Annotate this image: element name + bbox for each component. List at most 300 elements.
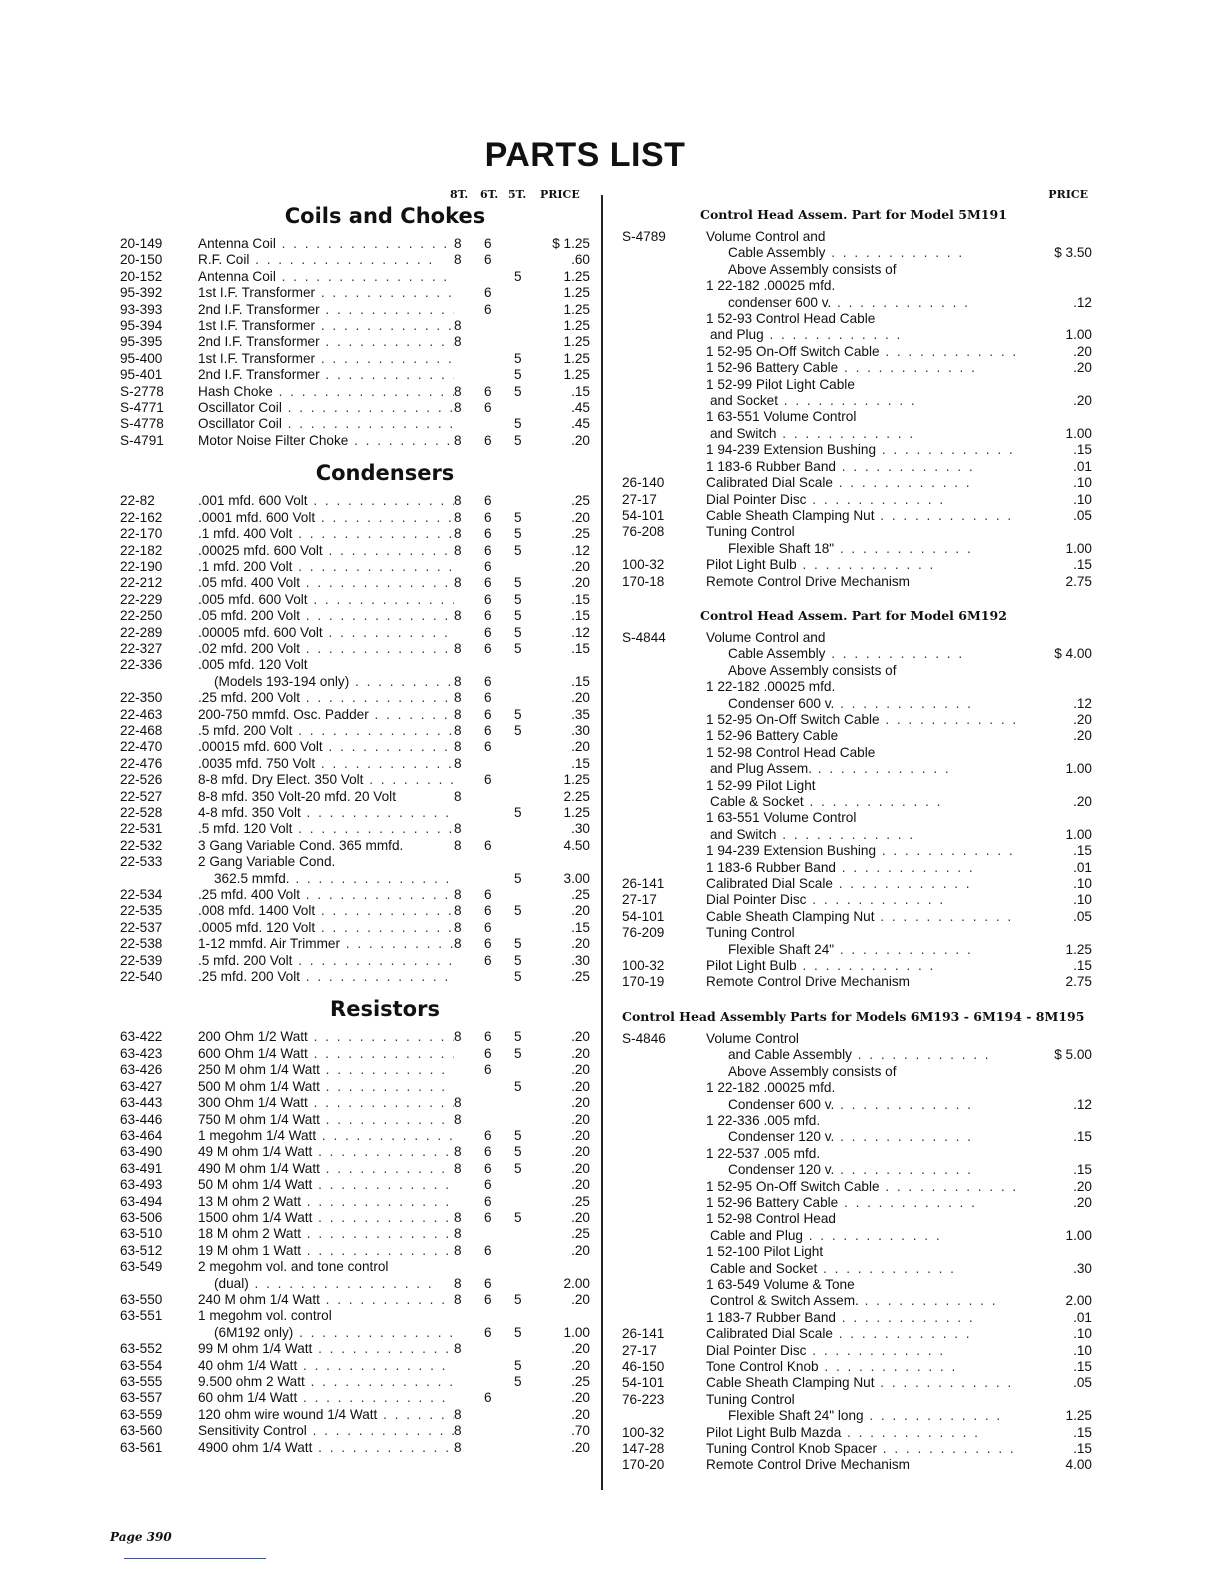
parts-row [120, 400, 590, 416]
part-description: Volume Control and [706, 629, 826, 645]
part-price: .15 [1073, 843, 1092, 859]
part-description: 300 Ohm 1/4 Watt . . [198, 1095, 454, 1111]
assembly-row [622, 459, 1092, 475]
part-price: 1.00 [1065, 761, 1092, 777]
assembly-row [622, 843, 1092, 859]
parts-row [120, 1243, 590, 1259]
part-number: 63-426 [120, 1062, 163, 1078]
part-description: 8-8 mfd. Dry Elect. 350 Volt . . [198, 772, 454, 788]
model-5t-mark: 5 [514, 432, 522, 448]
part-price: .20 [1073, 393, 1092, 409]
part-description: Condenser 600 v. . . [706, 696, 1022, 712]
part-number: 95-395 [120, 334, 163, 350]
model-6t-mark: 6 [484, 673, 492, 689]
part-description: 362.5 mmfd. . . [198, 871, 454, 887]
model-5t-mark: 5 [514, 1127, 522, 1143]
column-header-8t: 8T. [450, 188, 469, 201]
part-description: 1 52-93 Control Head Cable [706, 311, 876, 327]
assembly-row [622, 1228, 1092, 1244]
part-number: 20-152 [120, 268, 163, 284]
part-description: 18 M ohm 2 Watt . . [198, 1226, 454, 1242]
assembly-row [622, 712, 1092, 728]
model-8t-mark: 8 [454, 690, 462, 706]
part-description: (6M192 only) . . [198, 1325, 454, 1341]
page-number: Page 390 [110, 1530, 172, 1544]
model-8t-mark: 8 [454, 1160, 462, 1176]
part-description: and Plug . . [706, 327, 1022, 343]
parts-row [120, 657, 590, 673]
parts-row [120, 789, 590, 805]
assembly-row [622, 311, 1092, 327]
model-6t-mark: 6 [484, 919, 492, 935]
part-description: 3 Gang Variable Cond. 365 mmfd. [198, 837, 404, 853]
part-description: (Models 193-194 only) . . [198, 674, 454, 690]
part-price: .20 [571, 1127, 590, 1143]
part-price: 1.25 [563, 805, 590, 820]
parts-row [120, 543, 590, 559]
assembly-row [622, 327, 1092, 343]
parts-row [120, 1308, 590, 1324]
parts-row [120, 1276, 590, 1292]
model-8t-mark: 8 [454, 1111, 462, 1127]
part-description: and Switch . . [706, 827, 1022, 843]
part-price: 1.25 [563, 772, 590, 788]
part-description: 1500 ohm 1/4 Watt . . [198, 1210, 454, 1226]
part-price: .20 [1073, 728, 1092, 744]
model-6t-mark: 6 [484, 952, 492, 968]
part-number: 22-540 [120, 969, 163, 985]
assembly-row [622, 1031, 1092, 1047]
part-number: 22-289 [120, 624, 163, 640]
part-description: Condenser 120 v. . . [706, 1129, 1022, 1145]
part-description: Hash Choke . . [198, 384, 454, 400]
part-description: .05 mfd. 400 Volt . . [198, 575, 454, 591]
parts-row [120, 608, 590, 624]
assembly-row [622, 278, 1092, 294]
column-header-6t: 6T. [480, 188, 499, 201]
model-8t-mark: 8 [454, 334, 462, 350]
model-6t-mark: 6 [484, 706, 492, 722]
model-8t-mark: 8 [454, 526, 462, 542]
part-description: R.F. Coil . . [198, 252, 454, 268]
part-number: 95-392 [120, 285, 163, 301]
part-price: .20 [571, 1062, 590, 1078]
part-number: 170-19 [622, 974, 665, 990]
parts-row [120, 772, 590, 788]
part-description: 1 22-537 .005 mfd. [706, 1145, 821, 1161]
part-price: 1.00 [1065, 826, 1092, 842]
part-number: 63-554 [120, 1357, 163, 1373]
part-description: 1 52-96 Battery Cable [706, 728, 839, 744]
assembly-row [622, 1277, 1092, 1293]
part-description: 50 M ohm 1/4 Watt . . [198, 1177, 454, 1193]
part-description: Flexible Shaft 24" . . [706, 942, 1022, 958]
parts-row [120, 1079, 590, 1095]
assembly-row [622, 827, 1092, 843]
part-number: 27-17 [622, 892, 657, 908]
assembly-row [622, 1343, 1092, 1359]
part-description: Cable Sheath Clamping Nut . . [706, 1375, 1022, 1391]
part-price: .30 [1073, 1260, 1092, 1276]
assembly-row [622, 360, 1092, 376]
part-number: 22-212 [120, 575, 163, 591]
model-8t-mark: 8 [454, 936, 462, 952]
part-description: Cable and Socket . . [706, 1261, 1022, 1277]
part-price: .20 [571, 1045, 590, 1061]
assembly-row [622, 1195, 1092, 1211]
part-description: .5 mfd. 120 Volt . . [198, 821, 454, 837]
model-5t-mark: 5 [514, 1045, 522, 1061]
part-description: Above Assembly consists of [728, 662, 897, 678]
model-5t-mark: 5 [514, 1291, 522, 1307]
part-description: 4-8 mfd. 350 Volt . . [198, 805, 454, 821]
part-price: .25 [571, 526, 590, 542]
model-8t-mark: 8 [454, 919, 462, 935]
part-description: 200 Ohm 1/2 Watt . . [198, 1029, 454, 1045]
part-description: 1 52-96 Battery Cable . . [706, 360, 1022, 376]
model-8t-mark: 8 [454, 432, 462, 448]
model-5t-mark: 5 [514, 706, 522, 722]
model-5t-mark: 5 [514, 1078, 522, 1094]
part-price: .20 [1073, 360, 1092, 376]
part-number: 22-327 [120, 640, 163, 656]
part-description: 1 52-99 Pilot Light [706, 777, 816, 793]
model-5t-mark: 5 [514, 526, 522, 542]
part-description: 1st I.F. Transformer . . [198, 285, 454, 301]
model-5t-mark: 5 [514, 640, 522, 656]
model-6t-mark: 6 [484, 400, 492, 416]
model-8t-mark: 8 [454, 493, 462, 509]
parts-row [120, 269, 590, 285]
part-price: .15 [1073, 1129, 1092, 1145]
part-price: .15 [1073, 557, 1092, 573]
model-8t-mark: 8 [454, 821, 462, 837]
assembly-row [622, 557, 1092, 573]
part-number: 22-538 [120, 936, 163, 952]
part-price: 1.25 [563, 350, 590, 366]
part-price: 1.25 [563, 285, 590, 301]
right-price-header: PRICE [1048, 188, 1088, 201]
part-description: .25 mfd. 200 Volt . . [198, 690, 454, 706]
assembly-row [622, 860, 1092, 876]
part-number: 76-209 [622, 925, 665, 941]
part-price: .15 [571, 591, 590, 607]
right-column [622, 188, 1092, 1474]
part-number: 63-422 [120, 1029, 163, 1045]
part-description: Antenna Coil . . [198, 236, 454, 252]
part-description: Flexible Shaft 24" long . . [706, 1408, 1022, 1424]
model-8t-mark: 8 [454, 1423, 462, 1439]
section-title: Resistors [330, 997, 440, 1022]
assembly-row [622, 1097, 1092, 1113]
model-5t-mark: 5 [514, 952, 522, 968]
part-price: .20 [1073, 1194, 1092, 1210]
part-description: Condenser 600 v. . . [706, 1097, 1022, 1113]
part-price: .15 [571, 673, 590, 689]
part-price: $ 4.00 [1054, 646, 1092, 662]
parts-row [120, 1177, 590, 1193]
part-number: 76-223 [622, 1391, 665, 1407]
model-5t-mark: 5 [514, 903, 522, 919]
part-description: .0005 mfd. 120 Volt . . [198, 920, 454, 936]
part-price: .20 [1073, 1178, 1092, 1194]
part-price: .12 [1073, 294, 1092, 310]
part-description: Tuning Control [706, 1391, 795, 1407]
part-number: 63-490 [120, 1144, 163, 1160]
part-description: 19 M ohm 1 Watt . . [198, 1243, 454, 1259]
part-description: 2nd I.F. Transformer . . [198, 302, 454, 318]
parts-row [120, 903, 590, 919]
assembly-row [622, 245, 1092, 261]
part-price: .15 [1073, 1424, 1092, 1440]
model-6t-mark: 6 [484, 1160, 492, 1176]
part-price: 4.50 [563, 837, 590, 853]
assembly-row [622, 778, 1092, 794]
part-number: 22-534 [120, 887, 163, 903]
model-6t-mark: 6 [484, 1177, 492, 1193]
part-description: .001 mfd. 600 Volt . . [198, 493, 454, 509]
part-number: 22-336 [120, 657, 163, 673]
model-5t-mark: 5 [514, 1209, 522, 1225]
model-6t-mark: 6 [484, 640, 492, 656]
model-6t-mark: 6 [484, 383, 492, 399]
part-price: .20 [571, 1406, 590, 1422]
part-description: Above Assembly consists of [728, 261, 897, 277]
model-8t-mark: 8 [454, 1406, 462, 1422]
assembly-row [622, 909, 1092, 925]
part-description: .0001 mfd. 600 Volt . . [198, 510, 454, 526]
model-6t-mark: 6 [484, 1127, 492, 1143]
model-5t-mark: 5 [514, 350, 522, 366]
part-price: .20 [571, 1078, 590, 1094]
part-description: condenser 600 v. . . [706, 295, 1022, 311]
part-price: 2.75 [1065, 974, 1092, 990]
parts-row [120, 674, 590, 690]
model-8t-mark: 8 [454, 1291, 462, 1307]
part-number: 22-182 [120, 542, 163, 558]
part-description: Pilot Light Bulb . . [706, 958, 1022, 974]
part-description: 1 52-96 Battery Cable . . [706, 1195, 1022, 1211]
part-price: .45 [571, 416, 590, 432]
part-number: 93-393 [120, 301, 163, 317]
model-8t-mark: 8 [454, 1439, 462, 1455]
footer-rule [124, 1558, 266, 1559]
part-description: and Socket . . [706, 393, 1022, 409]
part-description: .25 mfd. 200 Volt . . [198, 969, 454, 985]
part-price: .20 [571, 575, 590, 591]
part-price: .20 [571, 1029, 590, 1045]
parts-row [120, 1210, 590, 1226]
model-6t-mark: 6 [484, 526, 492, 542]
model-5t-mark: 5 [514, 1160, 522, 1176]
part-number: 63-555 [120, 1374, 163, 1389]
part-price: .20 [571, 1177, 590, 1193]
assembly-row [622, 1326, 1092, 1342]
parts-row [120, 871, 590, 887]
assembly-row [622, 1441, 1092, 1457]
part-description: Cable and Plug . . [706, 1228, 1022, 1244]
part-price: .10 [1073, 892, 1092, 908]
model-5t-mark: 5 [514, 1324, 522, 1340]
parts-row [120, 821, 590, 837]
model-6t-mark: 6 [484, 1291, 492, 1307]
model-5t-mark: 5 [514, 1029, 522, 1045]
part-price: .15 [571, 919, 590, 935]
part-number: 26-140 [622, 475, 665, 491]
part-price: .15 [571, 383, 590, 399]
model-8t-mark: 8 [454, 788, 462, 804]
group-title: Control Head Assem. Part for Model 6M192 [700, 607, 1007, 623]
part-description: Cable Assembly . . [706, 646, 1022, 662]
part-price: $ 1.25 [552, 236, 590, 251]
model-6t-mark: 6 [484, 542, 492, 558]
part-price: .20 [571, 1341, 590, 1357]
model-6t-mark: 6 [484, 1209, 492, 1225]
part-description: and Switch . . [706, 426, 1022, 442]
left-column [120, 188, 590, 1456]
parts-row [120, 1112, 590, 1128]
model-5t-mark: 5 [514, 591, 522, 607]
parts-row [120, 1440, 590, 1456]
part-price: $ 5.00 [1054, 1047, 1092, 1063]
parts-row [120, 1325, 590, 1341]
part-price: 1.00 [1065, 540, 1092, 556]
part-number: 63-512 [120, 1242, 163, 1258]
part-price: .60 [571, 252, 590, 268]
assembly-row [622, 1113, 1092, 1129]
part-number: 54-101 [622, 1375, 665, 1391]
parts-row [120, 1194, 590, 1210]
part-number: 76-208 [622, 524, 665, 540]
parts-row [120, 318, 590, 334]
parts-row [120, 920, 590, 936]
model-8t-mark: 8 [454, 640, 462, 656]
assembly-row [622, 409, 1092, 425]
part-price: .35 [571, 706, 590, 722]
part-number: 22-170 [120, 526, 163, 542]
part-description: Motor Noise Filter Choke . . [198, 433, 454, 449]
part-number: 22-531 [120, 821, 163, 837]
parts-row [120, 887, 590, 903]
model-8t-mark: 8 [454, 887, 462, 903]
part-description: 1 52-99 Pilot Light Cable [706, 376, 855, 392]
assembly-row [622, 1162, 1092, 1178]
part-price: .01 [1073, 859, 1092, 875]
part-description: Cable Assembly . . [706, 245, 1022, 261]
model-8t-mark: 8 [454, 383, 462, 399]
model-6t-mark: 6 [484, 1390, 492, 1406]
part-price: .15 [571, 608, 590, 624]
assembly-row [622, 892, 1092, 908]
part-number: 63-549 [120, 1259, 163, 1275]
model-6t-mark: 6 [484, 591, 492, 607]
part-price: 1.25 [1065, 1408, 1092, 1424]
part-description: Pilot Light Bulb . . [706, 557, 1022, 573]
model-6t-mark: 6 [484, 575, 492, 591]
part-price: .20 [571, 509, 590, 525]
part-description: 1 63-549 Volume & Tone [706, 1276, 855, 1292]
part-price: .20 [1073, 711, 1092, 727]
part-price: .20 [571, 903, 590, 919]
part-number: 22-190 [120, 558, 163, 574]
part-number: 27-17 [622, 1342, 657, 1358]
model-8t-mark: 8 [454, 542, 462, 558]
part-description: Tuning Control Knob Spacer . . [706, 1441, 1022, 1457]
part-description: .25 mfd. 400 Volt . . [198, 887, 454, 903]
parts-row [120, 1407, 590, 1423]
part-number: S-4771 [120, 400, 164, 416]
assembly-row [622, 1359, 1092, 1375]
part-price: .20 [571, 936, 590, 952]
model-6t-mark: 6 [484, 936, 492, 952]
assembly-row [622, 810, 1092, 826]
part-price: .01 [1073, 458, 1092, 474]
model-5t-mark: 5 [514, 1357, 522, 1373]
part-description: Dial Pointer Disc . . [706, 1343, 1022, 1359]
part-number: 22-470 [120, 739, 163, 755]
part-description: 2 megohm vol. and tone control [198, 1259, 389, 1275]
model-8t-mark: 8 [454, 739, 462, 755]
part-description: .005 mfd. 120 Volt [198, 657, 308, 673]
assembly-row [622, 958, 1092, 974]
part-price: .10 [1073, 1326, 1092, 1342]
part-description: 1 megohm 1/4 Watt . . [198, 1128, 454, 1144]
model-5t-mark: 5 [514, 936, 522, 952]
assembly-row [622, 942, 1092, 958]
parts-row [120, 493, 590, 509]
model-6t-mark: 6 [484, 1144, 492, 1160]
model-6t-mark: 6 [484, 608, 492, 624]
model-5t-mark: 5 [514, 722, 522, 738]
parts-row [120, 416, 590, 432]
parts-row [120, 854, 590, 870]
model-8t-mark: 8 [454, 1144, 462, 1160]
model-5t-mark: 5 [514, 367, 522, 383]
assembly-row [622, 696, 1092, 712]
part-description: 9.500 ohm 2 Watt . . [198, 1374, 454, 1390]
part-price: .45 [571, 400, 590, 416]
parts-row [120, 1144, 590, 1160]
part-price: .20 [1073, 794, 1092, 809]
model-6t-mark: 6 [484, 432, 492, 448]
parts-row [120, 351, 590, 367]
model-8t-mark: 8 [454, 837, 462, 853]
model-8t-mark: 8 [454, 1275, 462, 1291]
part-description: 1 63-551 Volume Control [706, 810, 857, 826]
part-description: 750 M ohm 1/4 Watt . . [198, 1112, 454, 1128]
model-5t-mark: 5 [514, 268, 522, 284]
assembly-row [622, 1146, 1092, 1162]
parts-row [120, 707, 590, 723]
model-5t-mark: 5 [514, 575, 522, 591]
part-number: 63-443 [120, 1095, 163, 1111]
part-price: .20 [1073, 343, 1092, 359]
part-price: .20 [571, 1439, 590, 1455]
parts-row [120, 756, 590, 772]
parts-row [120, 936, 590, 952]
part-description: Oscillator Coil . . [198, 416, 454, 432]
assembly-row [622, 262, 1092, 278]
column-header-price: PRICE [540, 188, 580, 201]
part-price: .20 [571, 1209, 590, 1225]
part-price: .20 [571, 558, 590, 574]
assembly-row [622, 1080, 1092, 1096]
part-number: 22-476 [120, 755, 163, 771]
model-6t-mark: 6 [484, 1045, 492, 1061]
parts-row [120, 1046, 590, 1062]
assembly-row [622, 508, 1092, 524]
parts-row [120, 1226, 590, 1242]
